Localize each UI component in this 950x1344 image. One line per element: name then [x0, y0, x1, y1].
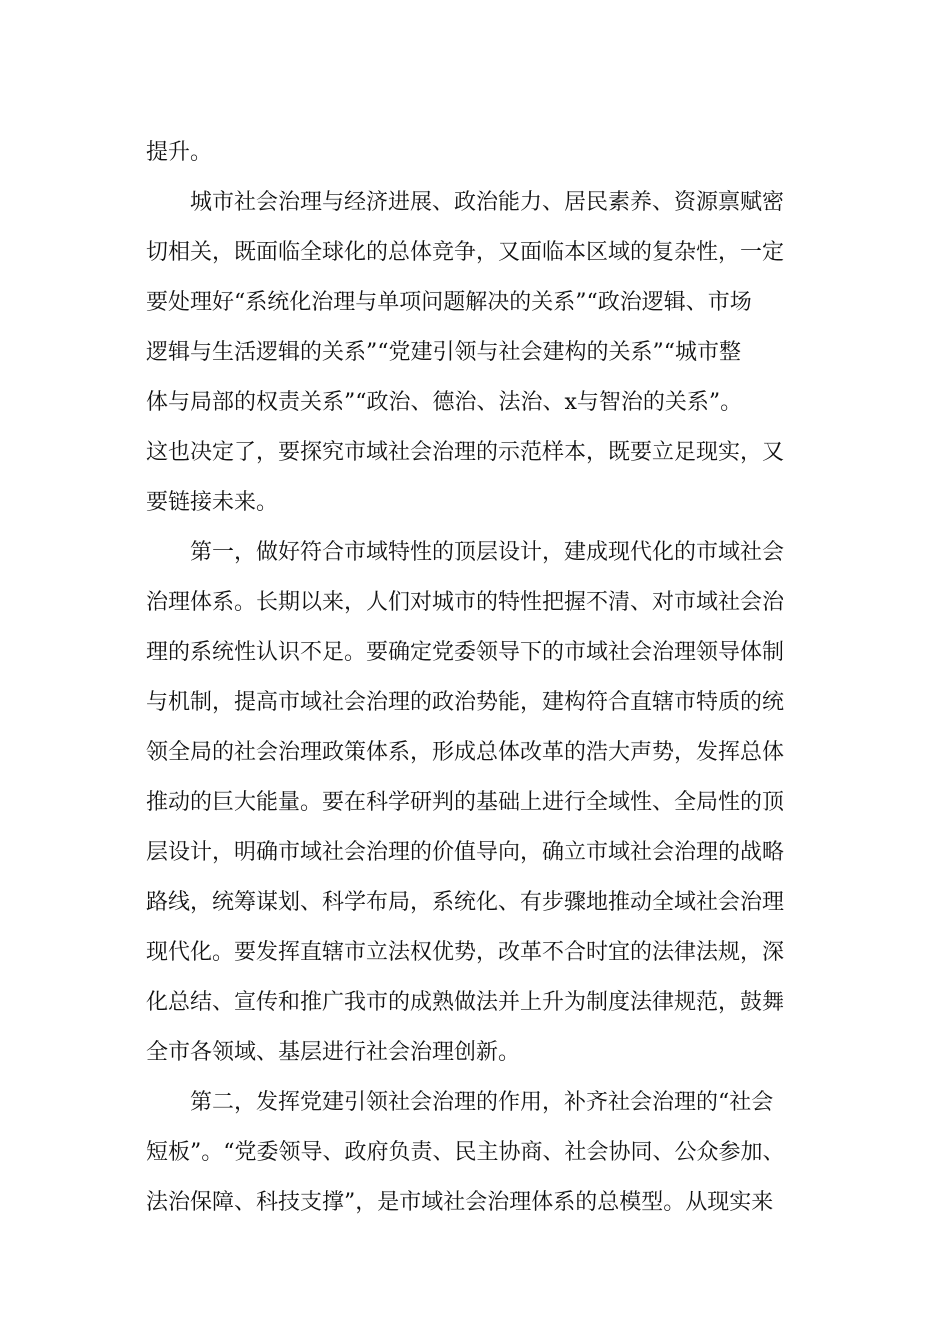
- text-line: 提升。: [146, 140, 213, 165]
- paragraph-start-line: 第一，做好符合市域特性的顶层设计，建成现代化的市域社会: [190, 540, 785, 565]
- text-line: 推动的巨大能量。要在科学研判的基础上进行全域性、全局性的顶: [146, 790, 785, 815]
- text-line: 体与局部的权责关系”“政治、德治、法治、x与智治的关系”。: [146, 390, 743, 415]
- text-line: 化总结、宣传和推广我市的成熟做法并上升为制度法律规范，鼓舞: [146, 990, 785, 1015]
- text-line: 现代化。要发挥直辖市立法权优势，改革不合时宜的法律法规，深: [146, 940, 785, 965]
- text-line: 领全局的社会治理政策体系，形成总体改革的浩大声势，发挥总体: [146, 740, 785, 765]
- text-line: 理的系统性认识不足。要确定党委领导下的市域社会治理领导体制: [146, 640, 785, 665]
- text-line: 法治保障、科技支撑”，是市域社会治理体系的总模型。从现实来: [146, 1190, 774, 1215]
- text-line: 切相关，既面临全球化的总体竞争，又面临本区域的复杂性，一定: [146, 240, 785, 265]
- text-line: 治理体系。长期以来，人们对城市的特性把握不清、对市域社会治: [146, 590, 785, 615]
- text-line: 全市各领域、基层进行社会治理创新。: [146, 1040, 521, 1065]
- text-line: 要处理好“系统化治理与单项问题解决的关系”“政治逻辑、市场: [146, 290, 752, 315]
- paragraph-start-line: 城市社会治理与经济进展、政治能力、居民素养、资源禀赋密: [190, 190, 785, 215]
- text-line: 这也决定了，要探究市域社会治理的示范样本，既要立足现实，又: [146, 440, 785, 465]
- text-line: 层设计，明确市域社会治理的价值导向，确立市域社会治理的战略: [146, 840, 785, 865]
- text-line: 与机制，提高市域社会治理的政治势能，建构符合直辖市特质的统: [146, 690, 785, 715]
- document-body: [146, 128, 816, 1228]
- text-line: 逻辑与生活逻辑的关系”“党建引领与社会建构的关系”“城市整: [146, 340, 741, 365]
- text-line: 短板”。“党委领导、政府负责、民主协商、社会协同、公众参加、: [146, 1140, 785, 1165]
- text-line: 要链接未来。: [146, 490, 279, 515]
- paragraph-start-line: 第二，发挥党建引领社会治理的作用，补齐社会治理的“社会: [190, 1090, 774, 1115]
- text-line: 路线，统筹谋划、科学布局，系统化、有步骤地推动全域社会治理: [146, 890, 785, 915]
